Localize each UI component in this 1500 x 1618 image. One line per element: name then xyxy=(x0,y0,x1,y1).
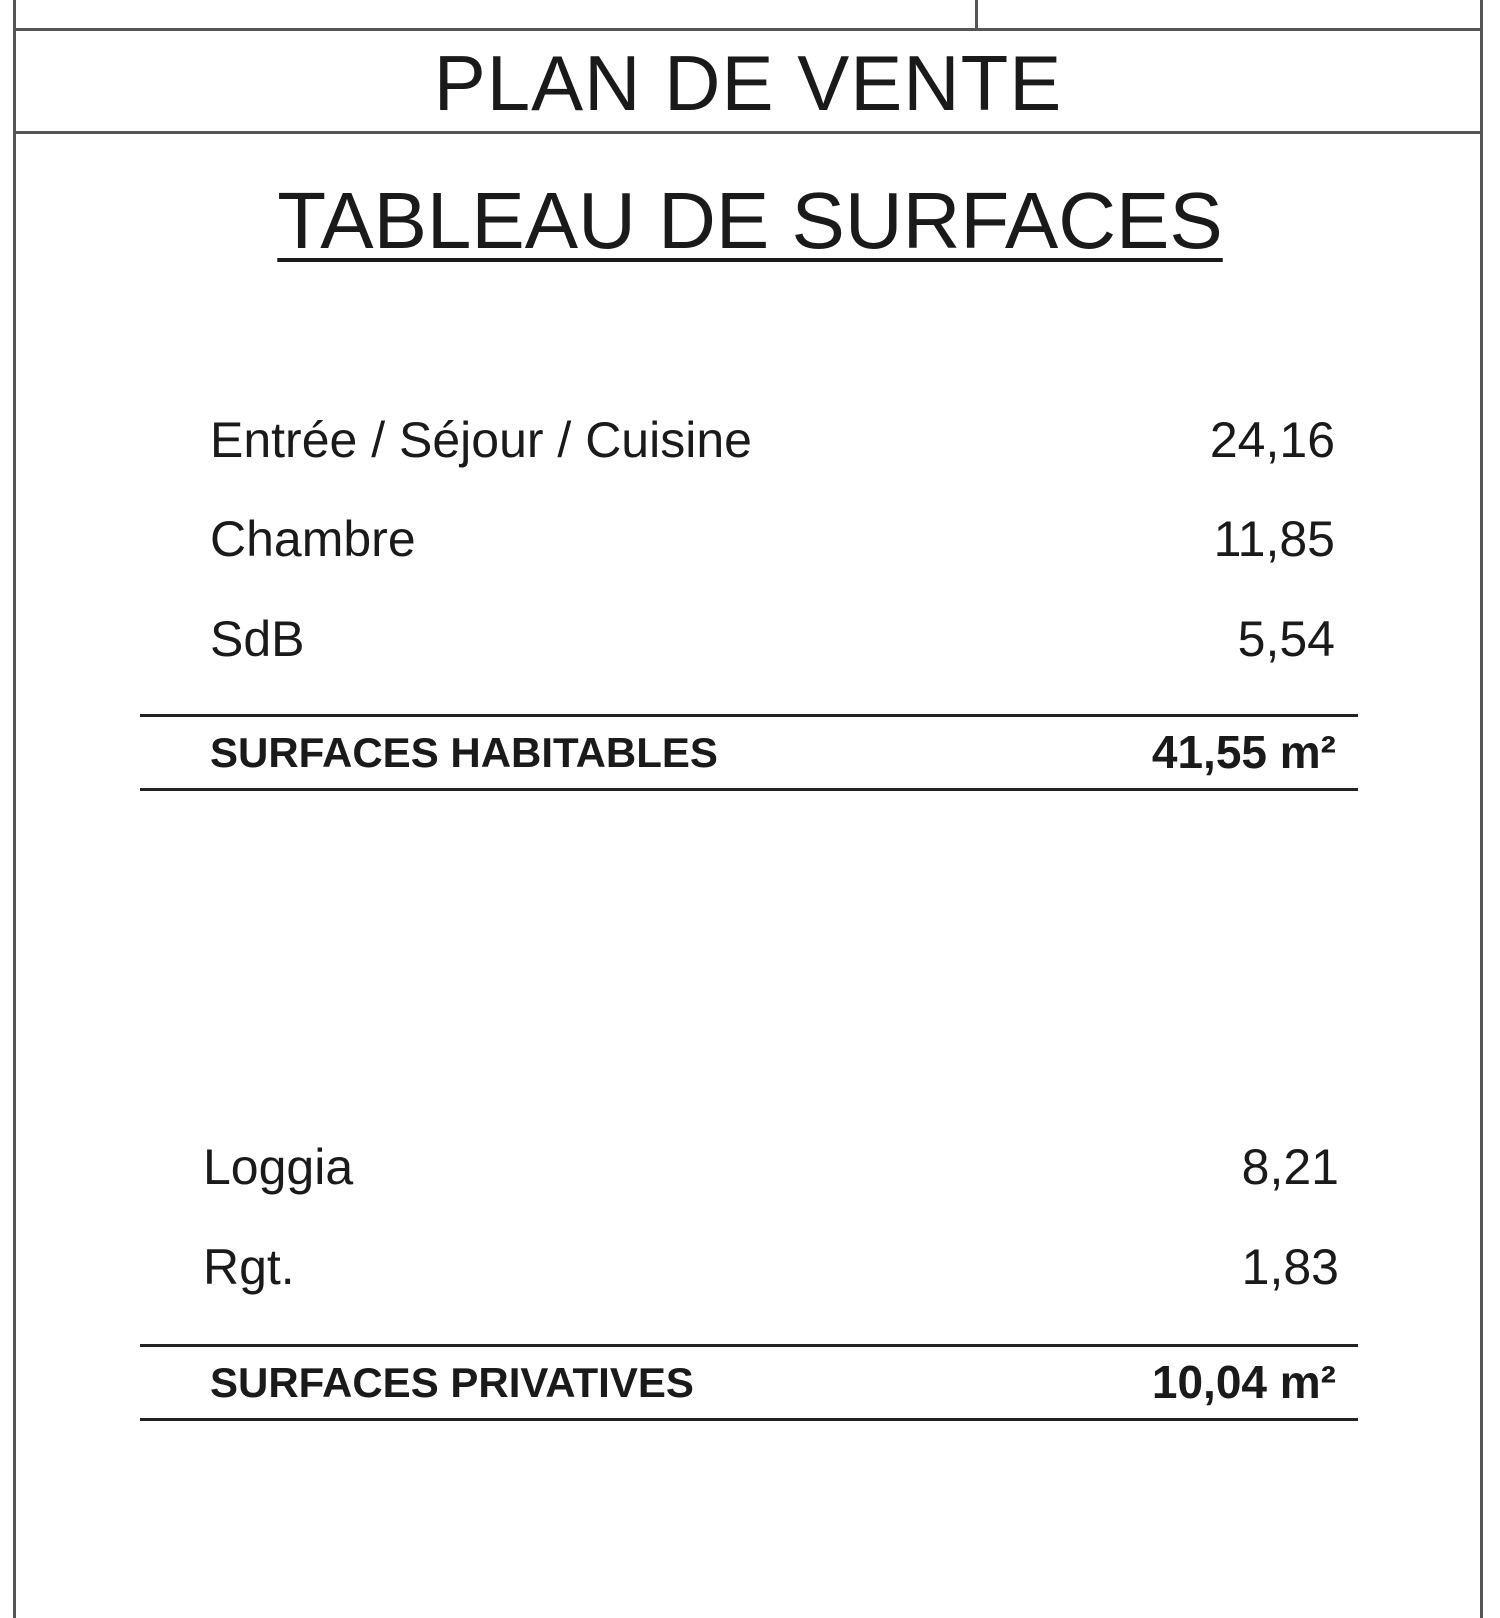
header-bottom-rule xyxy=(13,131,1483,134)
habitable-total-value: 41,55 m² xyxy=(1151,726,1336,778)
privative-total-row xyxy=(140,1344,1358,1421)
room-area: 5,54 xyxy=(1237,611,1335,667)
room-label: Rgt. xyxy=(203,1239,295,1295)
room-area: 24,16 xyxy=(1209,412,1335,468)
room-label: Chambre xyxy=(210,511,416,567)
plan-title: PLAN DE VENTE xyxy=(433,38,1063,127)
table-title-text: TABLEAU DE SURFACES xyxy=(277,176,1223,265)
surface-row xyxy=(210,400,1335,480)
habitable-total-row xyxy=(140,714,1358,791)
room-label: SdB xyxy=(210,611,305,667)
header-top-rule xyxy=(13,28,1483,31)
surface-row xyxy=(203,1227,1339,1307)
surface-row xyxy=(210,499,1335,579)
privative-total-label: SURFACES PRIVATIVES xyxy=(210,1359,694,1406)
room-area: 11,85 xyxy=(1213,511,1335,567)
room-label: Loggia xyxy=(203,1139,354,1195)
surface-row xyxy=(203,1127,1339,1207)
surface-row xyxy=(210,599,1335,679)
table-title xyxy=(0,175,1500,267)
room-area: 1,83 xyxy=(1241,1239,1339,1295)
room-area: 8,21 xyxy=(1241,1139,1339,1195)
privative-total-value: 10,04 m² xyxy=(1151,1356,1336,1408)
habitable-total-label: SURFACES HABITABLES xyxy=(210,729,718,776)
top-strip-divider xyxy=(975,0,978,30)
room-label: Entrée / Séjour / Cuisine xyxy=(210,412,752,468)
